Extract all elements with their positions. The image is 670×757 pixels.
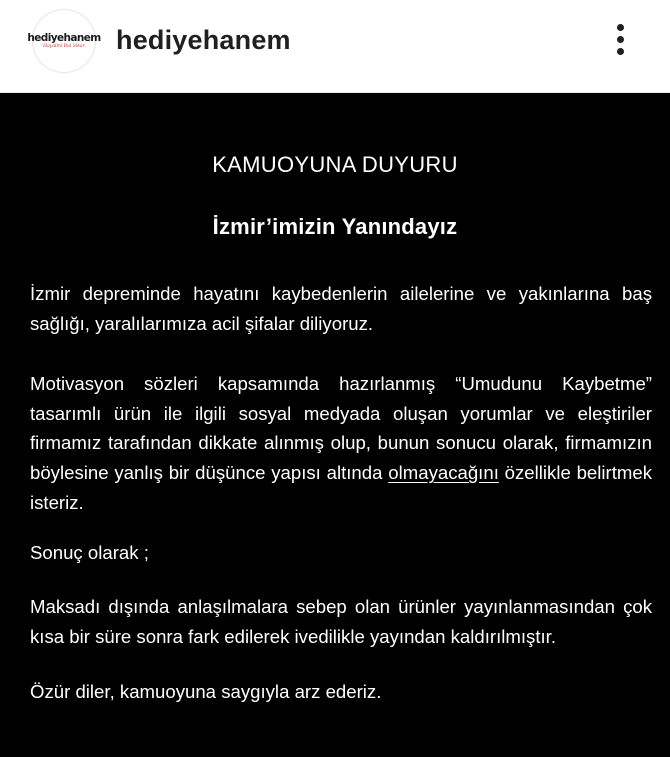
underlined-word: olmayacağını (388, 462, 499, 484)
more-vertical-icon[interactable] (612, 22, 628, 58)
paragraph-removal: Maksadı dışında anlaşılmalara sebep olan ürünler yayınlanmasından çok kısa bir süre sonra fark edilerek ivedilikle yayından kaldırılmıştır. (30, 596, 652, 647)
paragraph-condolence: İzmir depreminde hayatını kaybedenlerin ailelerine ve yakınlarına baş sağlığı, yaralılarımıza acil şifalar diliyoruz. (30, 283, 652, 334)
avatar-logo-text: hediyehanem (27, 31, 101, 44)
profile-avatar[interactable] (27, 9, 101, 73)
announcement-heading: KAMUOYUNA DUYURU (212, 152, 458, 177)
paragraph-conclusion-label: Sonuç olarak ; (30, 542, 149, 563)
paragraph-apology: Özür diler, kamuoyuna saygıyla arz ederiz. (30, 681, 382, 702)
post-header (0, 0, 670, 93)
username[interactable]: hediyehanem (116, 25, 291, 55)
post-image (0, 94, 670, 757)
statement-text: Motivasyon sözleri kapsamında hazırlanmış “Umudunu Kaybetme” tasarımlı ürün ile ilgili sosyal medyada oluşan yorumlar ve eleştiriler firmamız tarafından dikkate alınmış olup, bunun sonucu olarak, firmamızın böylesine yanlış bir düşünce yapısı altında (30, 373, 652, 484)
paragraph-statement (30, 369, 652, 518)
avatar-tagline: Hayalini Bul Sikar (43, 44, 85, 49)
statement-end: özellikle belirtmek isteriz. (30, 462, 653, 513)
announcement-subheading: İzmir’imizin Yanındayız (212, 214, 458, 239)
